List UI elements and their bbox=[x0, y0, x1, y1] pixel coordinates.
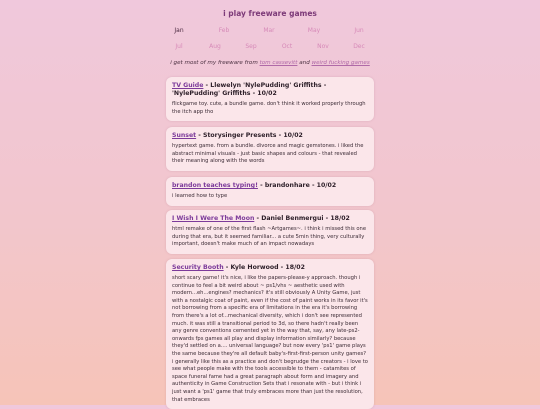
entry-header bbox=[172, 132, 368, 140]
entry-meta: - Storysinger Presents - 10/02 bbox=[196, 132, 303, 139]
entry-meta: - brandonhare - 10/02 bbox=[257, 182, 337, 189]
entry-meta: - Kyle Horwood - 18/02 bbox=[223, 264, 305, 271]
game-link[interactable]: I Wish I Were The Moon bbox=[172, 215, 255, 222]
page-title: i play freeware games bbox=[223, 9, 317, 18]
month-link-nov[interactable]: Nov bbox=[317, 43, 329, 50]
entry-header bbox=[172, 215, 368, 223]
game-link[interactable]: TV Guide bbox=[172, 82, 204, 89]
game-entry bbox=[166, 177, 374, 206]
game-link[interactable]: Sunset bbox=[172, 132, 197, 139]
intro-link-weird[interactable]: weird fucking games bbox=[311, 60, 370, 66]
month-link-dec[interactable]: Dec bbox=[353, 43, 365, 50]
entry-meta: - Daniel Benmergui - 18/02 bbox=[254, 215, 350, 222]
game-entry bbox=[166, 259, 374, 409]
intro-prefix: i get most of my freeware from bbox=[170, 60, 260, 66]
game-link[interactable]: Security Booth bbox=[172, 264, 224, 271]
month-link-jun[interactable]: Jun bbox=[354, 27, 364, 34]
entry-header bbox=[172, 82, 368, 98]
month-link-mar[interactable]: Mar bbox=[263, 27, 275, 34]
month-link-sep[interactable]: Sep bbox=[245, 43, 257, 50]
game-link[interactable]: brandon teaches typing! bbox=[172, 182, 258, 189]
entry-body: short scary game! it's nice, i like the papers-please-y approach. though i continue to feel a bit weird about ~ ps1/vhs ~ aesthetic used with modern...eh...engines? mechanics? it's still obviously A Unity Game, just with a nostalgic coat of paint, even if the cost of paint works in its favor it's not borrowing from a specific era of limitations in the era it's borrowing from there's a lot of...mechanical diversity, which i don't see represented much. it was still a transitional period to 3d, so there hadn't really been any genre conventions cemented yet in the way that, say, any late-ps2-onwards fps games all play and display information similarly? because they'd settled on a.... universal language? but now every 'ps1' game plays the same because they're all default baby's-first-first-person unity games? i generally like this as a practice and don't begrudge the creators - i love to see what people make with the tools accessible to them - catamites of space funeral fame had a great paragraph about form and imagery and authenticity in Game Construction Sets that i resonate with - but i think i just want a 'ps1' game that truly embraces more than just the resolution, that embraces bbox=[172, 275, 368, 403]
entry-body: i learned how to type bbox=[172, 193, 228, 199]
entry-body: hypertext game. from a bundle. divorce and magic gemstones. i liked the abstract minimal visuals - just basic shapes and colours - that revealed their meaning along with the words bbox=[172, 143, 364, 165]
month-link-aug[interactable]: Aug bbox=[209, 43, 221, 50]
intro-mid: and bbox=[297, 60, 312, 66]
entry-meta: - Llewelyn 'NylePudding' Griffiths - 'NylePudding' Griffiths - 10/02 bbox=[172, 82, 327, 97]
month-link-feb[interactable]: Feb bbox=[218, 27, 230, 34]
entry-body: flickgame toy. cute, a bundle game. don't think it worked properly through the itch app tho bbox=[172, 101, 366, 115]
entry-header bbox=[172, 182, 368, 190]
month-link-oct[interactable]: Oct bbox=[281, 43, 293, 50]
month-link-may[interactable]: May bbox=[307, 27, 321, 34]
game-entry bbox=[166, 127, 374, 171]
intro-link-tom[interactable]: tom cassevitt bbox=[259, 60, 298, 66]
month-nav-row-2 bbox=[163, 43, 375, 50]
month-nav-row-1 bbox=[163, 27, 375, 34]
entry-body: html remake of one of the first flash ~Artgames~. i think i missed this one during that era, but it seemed familiar... a cute 5min thing, very culturally important, doesn't make much of an impact nowadays bbox=[172, 226, 367, 248]
entry-header bbox=[172, 264, 368, 272]
game-entry bbox=[166, 77, 374, 121]
intro-text bbox=[0, 60, 540, 66]
month-link-jul[interactable]: Jul bbox=[175, 43, 183, 50]
month-link-jan[interactable]: Jan bbox=[174, 27, 184, 34]
game-entry bbox=[166, 210, 374, 254]
